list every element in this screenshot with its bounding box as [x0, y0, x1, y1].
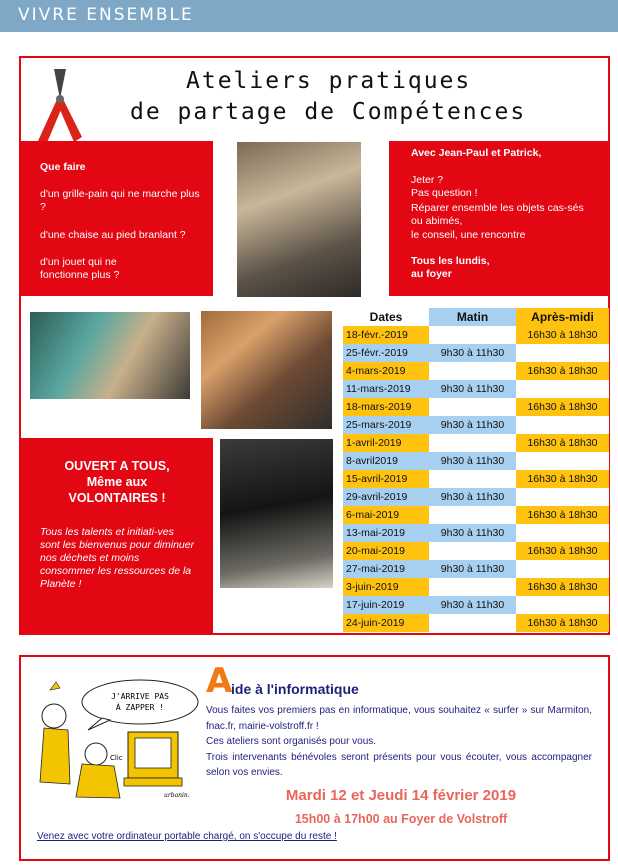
schedule-row: [343, 578, 609, 596]
schedule-row: [343, 596, 609, 614]
schedule-apres-midi: [516, 344, 609, 362]
schedule-matin: [429, 362, 516, 380]
right-top-line2: Pas question !: [411, 187, 478, 199]
schedule-date: 29-avril-2019: [343, 488, 429, 506]
right-top-line6: au foyer: [411, 268, 452, 280]
schedule-row: [343, 380, 609, 398]
schedule-date: 3-juin-2019: [343, 578, 429, 596]
aide-paragraph-3: Trois intervenants bénévoles seront présents pour vous écouter, vous accompagner selon vos envies.: [206, 751, 592, 778]
schedule-matin: 9h30 à 11h30: [429, 344, 516, 362]
schedule-date: 25-févr.-2019: [343, 344, 429, 362]
schedule-apres-midi: [516, 596, 609, 614]
schedule-apres-midi: 16h30 à 18h30: [516, 398, 609, 416]
schedule-matin: 9h30 à 11h30: [429, 380, 516, 398]
talents-text: Tous les talents et initiati-ves sont les bienvenus pour diminuer nos déchets et moins consommer les ressources de la Planète !: [40, 526, 195, 590]
schedule-apres-midi: [516, 524, 609, 542]
schedule-row: [343, 524, 609, 542]
schedule-date: 27-mai-2019: [343, 560, 429, 578]
schedule-row: [343, 506, 609, 524]
schedule-date: 15-avril-2019: [343, 470, 429, 488]
schedule-date: 1-avril-2019: [343, 434, 429, 452]
pliers-icon: [30, 65, 88, 147]
ateliers-title-line1: Ateliers pratiques: [186, 68, 472, 94]
schedule-apres-midi: [516, 416, 609, 434]
schedule-apres-midi: 16h30 à 18h30: [516, 578, 609, 596]
schedule-header-row: [343, 308, 609, 326]
open-to-all: OUVERT A TOUS,: [64, 459, 170, 473]
aide-date: Mardi 12 et Jeudi 14 février 2019: [285, 787, 517, 804]
schedule-row: [343, 560, 609, 578]
even-the: Même aux: [86, 475, 148, 489]
schedule-date: 25-mars-2019: [343, 416, 429, 434]
photo-people-repairing: [200, 310, 333, 430]
schedule-matin: [429, 614, 516, 632]
schedule-apres-midi: 16h30 à 18h30: [516, 470, 609, 488]
schedule-matin: 9h30 à 11h30: [429, 524, 516, 542]
photo-tools: [29, 311, 191, 400]
schedule-apres-midi: 16h30 à 18h30: [516, 362, 609, 380]
aide-paragraph-2: Ces ateliers sont organisés pour vous.: [206, 736, 377, 747]
schedule-date: 4-mars-2019: [343, 362, 429, 380]
right-top-heading: Avec Jean-Paul et Patrick,: [411, 147, 542, 159]
header-matin: Matin: [429, 308, 516, 326]
aide-title-initial: A: [206, 661, 233, 701]
schedule-date: 20-mai-2019: [343, 542, 429, 560]
right-top-line5: Tous les lundis,: [411, 255, 490, 267]
schedule-apres-midi: 16h30 à 18h30: [516, 614, 609, 632]
photo-noel-workshop: [236, 141, 362, 298]
question-jouet: d'un jouet qui ne fonctionne plus ?: [40, 256, 120, 281]
schedule-row: [343, 362, 609, 380]
schedule-date: 24-juin-2019: [343, 614, 429, 632]
schedule-matin: [429, 398, 516, 416]
schedule-matin: [429, 578, 516, 596]
schedule-apres-midi: 16h30 à 18h30: [516, 506, 609, 524]
aide-body: [206, 703, 592, 781]
header-apres-midi: Après-midi: [516, 308, 609, 326]
question-grille-pain: d'un grille-pain qui ne marche plus ?: [40, 188, 200, 213]
schedule-date: 17-juin-2019: [343, 596, 429, 614]
schedule-matin: 9h30 à 11h30: [429, 488, 516, 506]
cartoon-sign: urbanin.: [164, 792, 190, 799]
left-top-heading: Que faire: [40, 161, 86, 173]
schedule-matin: 9h30 à 11h30: [429, 596, 516, 614]
schedule-matin: 9h30 à 11h30: [429, 416, 516, 434]
right-top-line3: Réparer ensemble les objets cas-sés ou abimés,: [411, 202, 584, 227]
aide-title: ide à l'informatique: [231, 681, 359, 697]
right-top-line1: Jeter ?: [411, 174, 444, 186]
aide-paragraph-1: Vous faites vos premiers pas en informatique, vous souhaitez « surfer » sur Marmiton, fnac.fr, mairie-volstroff.fr !: [206, 705, 592, 732]
schedule-apres-midi: [516, 488, 609, 506]
schedule-matin: [429, 470, 516, 488]
schedule-row: [343, 398, 609, 416]
schedule-row: [343, 614, 609, 632]
schedule-apres-midi: [516, 560, 609, 578]
schedule-date: 18-mars-2019: [343, 398, 429, 416]
schedule-row: [343, 434, 609, 452]
schedule-matin: 9h30 à 11h30: [429, 452, 516, 470]
header-dates: Dates: [343, 308, 429, 326]
schedule-row: [343, 488, 609, 506]
schedule-apres-midi: 16h30 à 18h30: [516, 326, 609, 344]
bubble-text-1: J'ARRIVE PAS: [111, 692, 169, 701]
schedule-date: 13-mai-2019: [343, 524, 429, 542]
ateliers-title-line2: de partage de Compétences: [130, 99, 527, 125]
schedule-matin: [429, 434, 516, 452]
schedule-date: 6-mai-2019: [343, 506, 429, 524]
computer-cartoon-icon: [36, 672, 204, 805]
bubble-text-2: À ZAPPER !: [115, 703, 165, 712]
schedule-table: [343, 308, 609, 632]
schedule-apres-midi: 16h30 à 18h30: [516, 434, 609, 452]
schedule-row: [343, 452, 609, 470]
aide-time: 15h00 à 17h00 au Foyer de Volstroff: [294, 812, 508, 826]
schedule-apres-midi: 16h30 à 18h30: [516, 542, 609, 560]
schedule-row: [343, 470, 609, 488]
schedule-matin: 9h30 à 11h30: [429, 560, 516, 578]
volunteers: VOLONTAIRES !: [68, 491, 166, 505]
click-text: Clic: [110, 754, 123, 762]
schedule-date: 11-mars-2019: [343, 380, 429, 398]
schedule-row: [343, 542, 609, 560]
schedule-date: 8-avril2019: [343, 452, 429, 470]
schedule-apres-midi: [516, 380, 609, 398]
right-top-line4: le conseil, une rencontre: [411, 229, 526, 241]
question-chaise: d'une chaise au pied branlant ?: [40, 229, 186, 241]
schedule-matin: [429, 326, 516, 344]
schedule-row: [343, 416, 609, 434]
schedule-row: [343, 326, 609, 344]
schedule-matin: [429, 542, 516, 560]
schedule-matin: [429, 506, 516, 524]
schedule-row: [343, 344, 609, 362]
schedule-apres-midi: [516, 452, 609, 470]
photo-machine: [219, 438, 334, 589]
aide-footer: Venez avec votre ordinateur portable chargé, on s'occupe du reste !: [37, 831, 337, 842]
schedule-date: 18-févr.-2019: [343, 326, 429, 344]
page-title: VIVRE ENSEMBLE: [18, 5, 194, 25]
